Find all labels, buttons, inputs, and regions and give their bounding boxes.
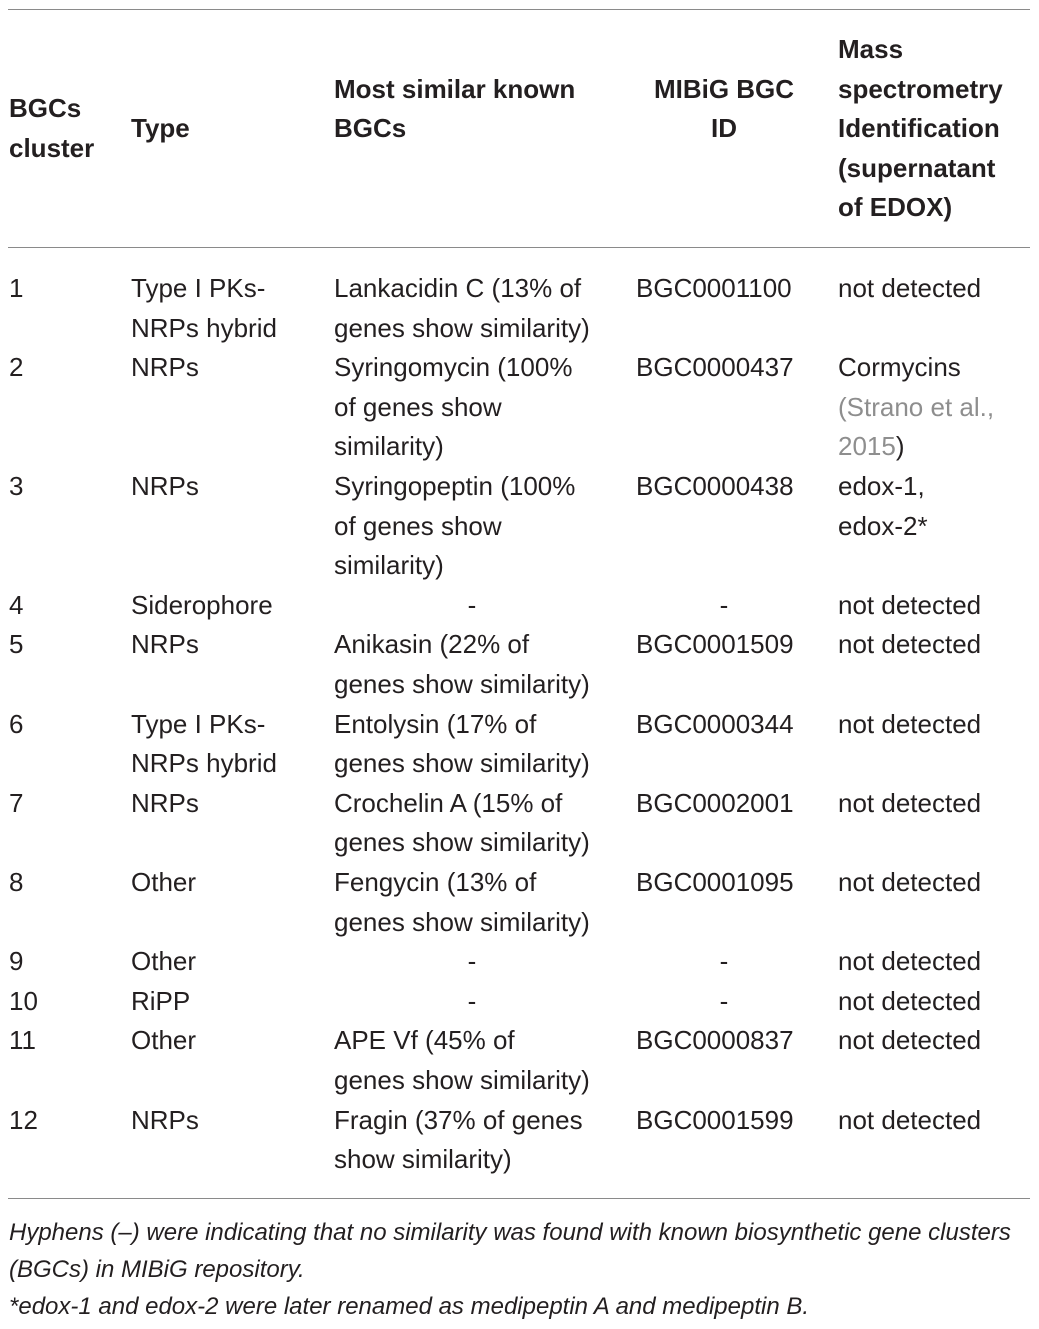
cell-type: NRPs bbox=[131, 352, 199, 383]
cell-mass-spec: not detected bbox=[838, 273, 982, 303]
cell-similar-bgc: genes show similarity) bbox=[334, 669, 590, 699]
bottom-rule bbox=[8, 1198, 1030, 1199]
header-mass-spec: Identification bbox=[838, 113, 1000, 144]
cell-mass-spec: not detected bbox=[838, 985, 982, 1016]
cell-mibig-id: - bbox=[719, 946, 729, 977]
footnote-hyphens: Hyphens (–) were indicating that no similarity was found with known biosynthetic gene clusters (BGCs) in MIBiG repository. bbox=[9, 1219, 1011, 1283]
header-most-similar: BGCs bbox=[334, 113, 407, 144]
header-most-similar: Most similar known bbox=[334, 73, 576, 104]
cell-similar-bgc: genes show similarity) bbox=[334, 1065, 590, 1095]
cell-similar-bgc: Lankacidin C (13% of bbox=[334, 273, 582, 303]
cell-type: Type I PKs- bbox=[131, 708, 266, 739]
cell-similar-bgc: Fengycin (13% of bbox=[334, 867, 537, 897]
cell-cluster: 12 bbox=[9, 1104, 38, 1135]
cell-mibig-id: BGC0000438 bbox=[636, 471, 794, 501]
citation-link[interactable] bbox=[838, 388, 994, 428]
citation-text[interactable]: 2015 bbox=[838, 431, 896, 462]
cell-similar-bgc: APE Vf (45% of bbox=[334, 1025, 515, 1056]
cell-type: Siderophore bbox=[131, 589, 273, 620]
cell-cluster: 5 bbox=[9, 629, 24, 660]
cell-similar-bgc: - bbox=[467, 985, 477, 1016]
header-bgcs-cluster: cluster bbox=[9, 133, 95, 163]
cell-mass-spec: not detected bbox=[838, 867, 982, 897]
header-mass-spec: of EDOX) bbox=[838, 192, 953, 223]
cell-cluster: 6 bbox=[9, 708, 24, 739]
cell-mass-spec: edox-1, bbox=[838, 471, 925, 501]
cell-mass-spec: not detected bbox=[838, 787, 982, 818]
cell-cluster: 3 bbox=[9, 471, 24, 501]
cell-mibig-id: BGC0000437 bbox=[636, 352, 794, 383]
cell-cluster: 4 bbox=[9, 589, 24, 620]
footnote-edox: *edox-1 and edox-2 were later renamed as medipeptin A and medipeptin B. bbox=[9, 1293, 810, 1320]
cell-type: NRPs bbox=[131, 1104, 199, 1135]
cell-type: NRPs bbox=[131, 787, 199, 818]
cell-similar-bgc: of genes show bbox=[334, 391, 502, 422]
header-type: Type bbox=[131, 113, 190, 144]
cell-similar-bgc: genes show similarity) bbox=[334, 748, 590, 779]
header-mass-spec: spectrometry bbox=[838, 73, 1003, 104]
cell-similar-bgc: Syringopeptin (100% bbox=[334, 471, 576, 501]
citation-close-paren: ) bbox=[895, 431, 905, 462]
cell-similar-bgc: - bbox=[467, 946, 477, 977]
citation-text[interactable]: (Strano et al., bbox=[838, 391, 995, 422]
cell-mibig-id: - bbox=[719, 589, 729, 620]
cell-similar-bgc: similarity) bbox=[334, 550, 444, 581]
cell-mass-spec: not detected bbox=[838, 1025, 982, 1056]
cell-similar-bgc: Syringomycin (100% bbox=[334, 352, 573, 383]
cell-cluster: 9 bbox=[9, 946, 24, 977]
cell-type: Type I PKs- bbox=[131, 273, 266, 303]
cell-type: RiPP bbox=[131, 985, 191, 1016]
header-bgcs-cluster: BGCs bbox=[9, 93, 82, 124]
cell-similar-bgc: similarity) bbox=[334, 431, 444, 462]
header-mibig-id: ID bbox=[711, 113, 737, 144]
cell-similar-bgc: genes show similarity) bbox=[334, 827, 590, 858]
cell-mass-spec: Cormycins bbox=[838, 352, 961, 383]
cell-cluster: 10 bbox=[9, 985, 38, 1016]
cell-type: NRPs bbox=[131, 629, 199, 660]
cell-type: Other bbox=[131, 946, 197, 977]
cell-mibig-id: BGC0002001 bbox=[636, 787, 794, 818]
cell-type: NRPs hybrid bbox=[131, 748, 277, 779]
cell-cluster: 11 bbox=[9, 1025, 36, 1056]
cell-similar-bgc: genes show similarity) bbox=[334, 906, 590, 937]
header-mibig-id: MIBiG BGC bbox=[653, 73, 795, 104]
header-rule bbox=[8, 247, 1030, 248]
cell-type: Other bbox=[131, 1025, 197, 1056]
cell-mibig-id: BGC0001100 bbox=[636, 273, 792, 303]
cell-type: NRPs hybrid bbox=[131, 312, 277, 343]
cell-similar-bgc: - bbox=[467, 589, 477, 620]
cell-similar-bgc: of genes show bbox=[334, 510, 502, 541]
cell-mibig-id: - bbox=[719, 985, 729, 1016]
cell-cluster: 8 bbox=[9, 867, 24, 897]
header-mass-spec: (supernatant bbox=[838, 152, 996, 183]
cell-mass-spec: not detected bbox=[838, 589, 982, 620]
citation-link[interactable] bbox=[838, 427, 905, 467]
cell-similar-bgc: Anikasin (22% of bbox=[334, 629, 530, 660]
cell-type: Other bbox=[131, 867, 197, 897]
cell-mibig-id: BGC0001509 bbox=[636, 629, 794, 660]
cell-similar-bgc: genes show similarity) bbox=[334, 312, 590, 343]
cell-cluster: 1 bbox=[9, 273, 24, 303]
cell-mass-spec: edox-2* bbox=[838, 510, 928, 541]
cell-similar-bgc: Crochelin A (15% of bbox=[334, 787, 563, 818]
cell-similar-bgc: Entolysin (17% of bbox=[334, 708, 537, 739]
cell-mibig-id: BGC0001599 bbox=[636, 1104, 794, 1135]
cell-mass-spec: not detected bbox=[838, 946, 982, 977]
cell-mibig-id: BGC0000344 bbox=[636, 708, 794, 739]
cell-similar-bgc: show similarity) bbox=[334, 1144, 512, 1175]
cell-cluster: 2 bbox=[9, 352, 24, 383]
cell-mass-spec: not detected bbox=[838, 1104, 982, 1135]
cell-cluster: 7 bbox=[9, 787, 24, 818]
cell-type: NRPs bbox=[131, 471, 199, 501]
top-rule bbox=[8, 9, 1030, 10]
cell-similar-bgc: Fragin (37% of genes bbox=[334, 1104, 583, 1135]
cell-mibig-id: BGC0001095 bbox=[636, 867, 794, 897]
header-mass-spec: Mass bbox=[838, 34, 904, 64]
cell-mass-spec: not detected bbox=[838, 708, 982, 739]
cell-mass-spec: not detected bbox=[838, 629, 982, 660]
cell-mibig-id: BGC0000837 bbox=[636, 1025, 794, 1056]
